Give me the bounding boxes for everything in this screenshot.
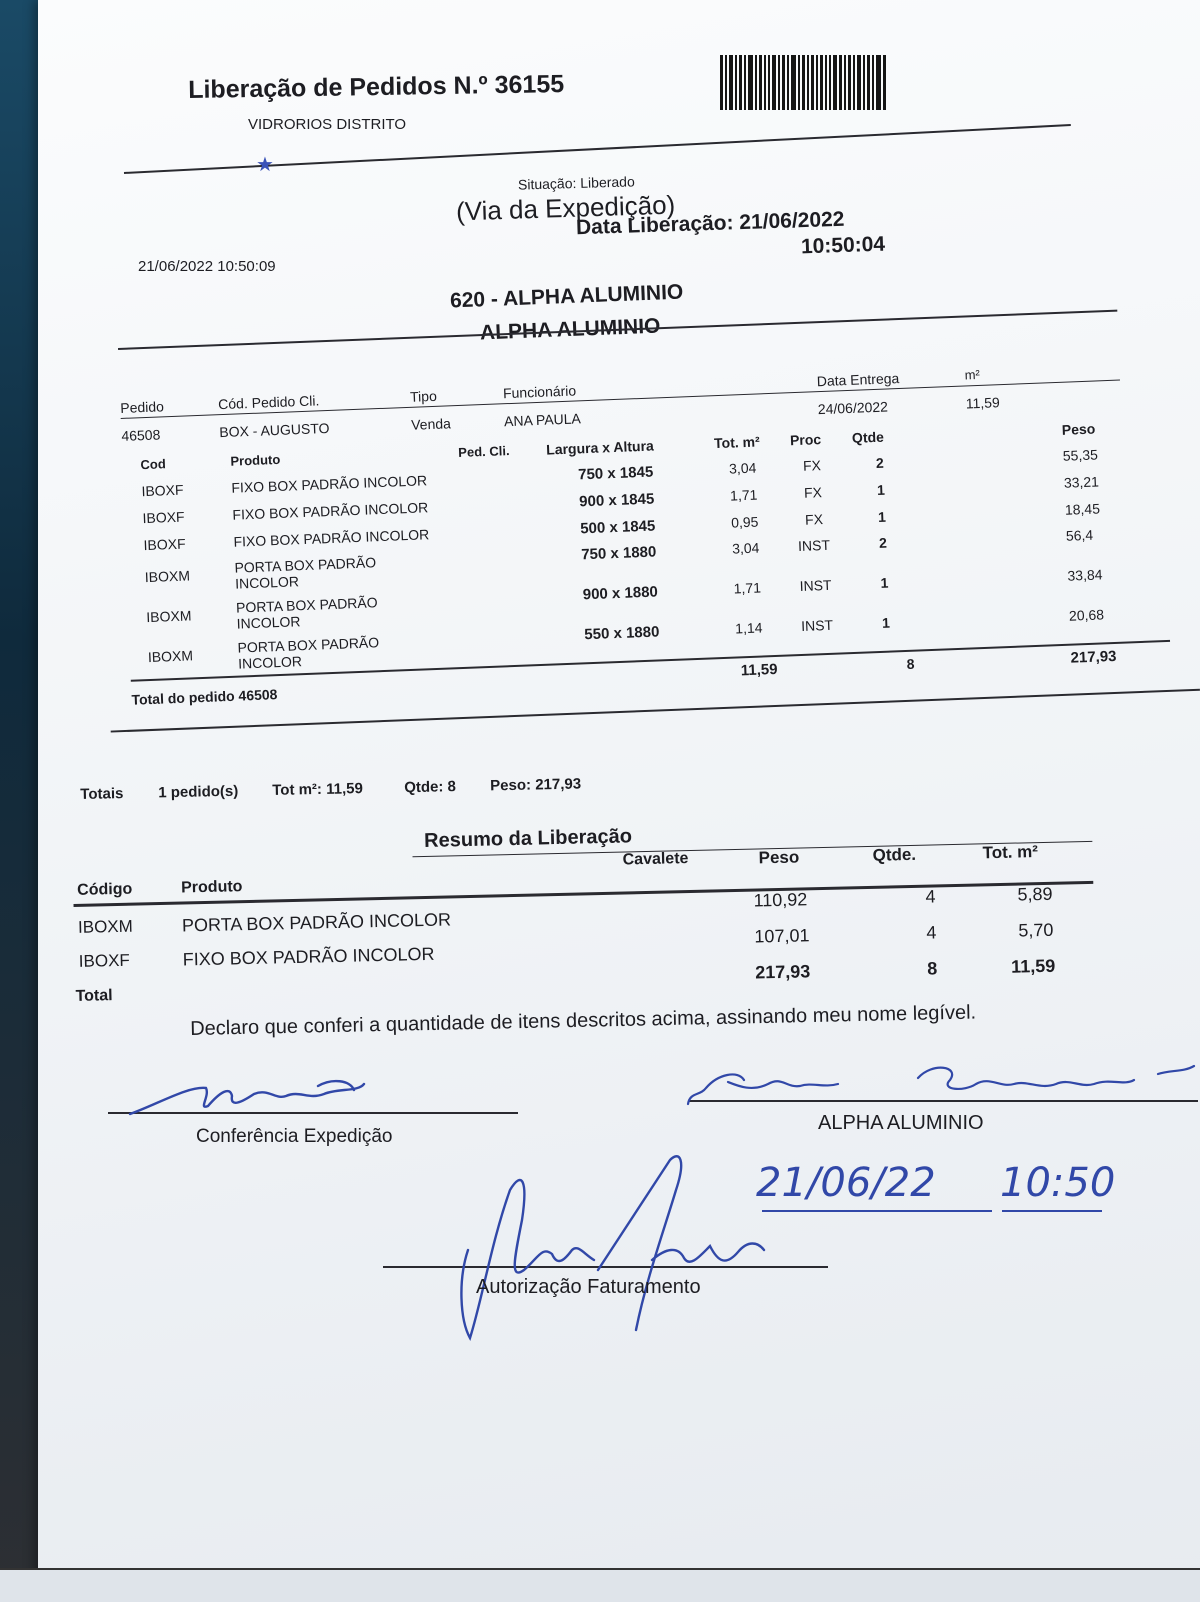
label-pedido: Pedido — [119, 398, 165, 416]
summary-row-peso: 107,01 — [754, 925, 810, 947]
item-tot-m2: 1,71 — [729, 486, 758, 504]
col-cod: Cod — [140, 456, 167, 473]
totals-pedidos: 1 pedido(s) — [158, 782, 239, 802]
item-proc: FX — [802, 457, 822, 474]
item-produto-line2: INCOLOR — [236, 613, 301, 632]
summary-row-tot-m2: 5,70 — [1018, 919, 1054, 941]
order-total-m2: 11,59 — [740, 660, 778, 680]
item-qtde: 1 — [877, 508, 887, 525]
item-peso: 56,4 — [1065, 526, 1094, 544]
item-cod: IBOXF — [142, 508, 185, 527]
summary-block — [72, 815, 1106, 1008]
summary-total-peso: 217,93 — [755, 961, 811, 983]
item-proc: FX — [803, 484, 823, 501]
item-tot-m2: 3,04 — [731, 539, 760, 557]
release-time: 10:50:04 — [800, 232, 886, 259]
item-produto: FIXO BOX PADRÃO INCOLOR — [232, 499, 429, 523]
footer-strip — [0, 1568, 1200, 1602]
summary-col-codigo: Código — [76, 880, 133, 899]
summary-col-peso: Peso — [758, 847, 800, 868]
label-tipo: Tipo — [409, 387, 438, 405]
summary-col-qtde: Qtde. — [872, 844, 917, 865]
value-data-entrega: 24/06/2022 — [817, 398, 889, 418]
totals-line — [80, 765, 781, 820]
item-cod: IBOXM — [146, 607, 192, 626]
handwritten-time: 10:50 — [1000, 1160, 1116, 1206]
item-qtde: 1 — [880, 574, 889, 591]
item-peso: 18,45 — [1064, 500, 1101, 518]
item-qtde: 1 — [876, 481, 886, 498]
copy-label: (Via da Expedição) — [455, 189, 676, 227]
summary-row-produto: FIXO BOX PADRÃO INCOLOR — [182, 943, 435, 970]
item-tot-m2: 1,14 — [734, 619, 763, 637]
value-pedido: 46508 — [121, 426, 161, 444]
summary-row-qtde: 4 — [926, 922, 937, 943]
document-title: Liberação de Pedidos N.º 36155 — [188, 70, 565, 104]
col-ped-cli: Ped. Cli. — [457, 443, 510, 461]
conferencia-label: Conferência Expedição — [196, 1126, 393, 1147]
item-proc: INST — [799, 576, 832, 595]
item-dims: 750 x 1845 — [577, 463, 654, 484]
declaration-text: Declaro que conferi a quantidade de itens descritos acima, assinando meu nome legível. — [190, 1001, 977, 1040]
client-signature — [678, 1052, 1198, 1112]
item-peso: 33,21 — [1063, 473, 1100, 491]
item-produto: FIXO BOX PADRÃO INCOLOR — [233, 526, 430, 550]
summary-row-produto: PORTA BOX PADRÃO INCOLOR — [181, 909, 452, 936]
company-name: VIDRORIOS DISTRITO — [248, 116, 407, 133]
col-produto: Produto — [230, 451, 281, 469]
item-qtde: 2 — [875, 454, 885, 471]
barcode — [720, 55, 886, 110]
handwritten-date-underline — [762, 1210, 992, 1212]
star-mark-icon: ★ — [256, 154, 274, 176]
release-date: Data Liberação: 21/06/2022 — [575, 207, 845, 240]
totals-label: Totais — [80, 785, 124, 803]
value-cod-pedido-cli: BOX - AUGUSTO — [218, 419, 330, 441]
item-produto-line2: INCOLOR — [234, 573, 300, 592]
item-cod: IBOXF — [141, 481, 184, 500]
totals-peso: Peso: 217,93 — [490, 775, 582, 795]
summary-col-produto: Produto — [180, 878, 243, 897]
label-data-entrega: Data Entrega — [816, 370, 900, 390]
summary-col-tot-m2: Tot. m² — [982, 842, 1039, 863]
item-peso: 33,84 — [1067, 566, 1103, 584]
item-tot-m2: 0,95 — [730, 513, 759, 531]
summary-row-qtde: 4 — [925, 886, 936, 907]
value-funcionario: ANA PAULA — [503, 410, 582, 430]
item-proc: INST — [797, 536, 831, 555]
autorizacao-label: Autorização Faturamento — [476, 1276, 701, 1298]
client-label: ALPHA ALUMINIO — [818, 1112, 984, 1134]
handwritten-date: 21/06/22 — [756, 1160, 936, 1206]
order-total-label: Total do pedido 46508 — [131, 686, 278, 708]
value-m2: 11,59 — [965, 394, 1001, 412]
summary-row-tot-m2: 5,89 — [1017, 883, 1053, 905]
item-produto: PORTA BOX PADRÃO — [234, 554, 377, 576]
label-funcionario: Funcionário — [502, 382, 577, 402]
document-page — [38, 0, 1200, 1600]
printed-timestamp: 21/06/2022 10:50:09 — [138, 258, 276, 275]
col-peso: Peso — [1061, 420, 1096, 438]
summary-col-cavalete: Cavalete — [622, 850, 689, 869]
col-proc: Proc — [789, 431, 822, 449]
label-m2: m² — [964, 366, 981, 383]
item-qtde: 1 — [881, 614, 891, 631]
item-proc: INST — [800, 616, 834, 634]
item-qtde: 2 — [878, 534, 888, 551]
item-proc: FX — [804, 511, 824, 528]
summary-title: Resumo da Liberação — [423, 825, 633, 853]
col-qtde: Qtde — [851, 428, 885, 446]
summary-total-label: Total — [75, 987, 113, 1005]
handwritten-time-underline — [1002, 1210, 1102, 1212]
item-produto: PORTA BOX PADRÃO — [235, 594, 378, 616]
conferencia-signature — [118, 1066, 418, 1126]
label-cod-pedido-cli: Cód. Pedido Cli. — [217, 392, 320, 413]
item-tot-m2: 3,04 — [728, 459, 757, 477]
summary-row-peso: 110,92 — [753, 889, 808, 911]
item-peso: 20,68 — [1068, 606, 1105, 624]
item-peso: 55,35 — [1062, 446, 1099, 464]
item-cod: IBOXM — [144, 567, 191, 586]
item-dims: 500 x 1845 — [579, 517, 656, 538]
client-line-1: 620 - ALPHA ALUMINIO — [449, 280, 684, 313]
item-dims: 750 x 1880 — [580, 543, 657, 564]
order-total-qtde: 8 — [906, 655, 915, 672]
totals-m2: Tot m²: 11,59 — [272, 780, 364, 799]
totals-qtde: Qtde: 8 — [404, 778, 457, 797]
summary-row-codigo: IBOXF — [78, 950, 131, 971]
order-total-peso: 217,93 — [1070, 647, 1117, 667]
client-line-2: ALPHA ALUMINIO — [479, 314, 661, 345]
item-produto-line2: INCOLOR — [237, 653, 303, 672]
item-tot-m2: 1,71 — [733, 579, 762, 597]
col-tot-m2: Tot. m² — [713, 433, 760, 452]
col-dims: Largura x Altura — [545, 437, 655, 458]
status-label: Situação: Liberado — [517, 173, 635, 193]
item-cod: IBOXF — [143, 535, 186, 554]
item-cod: IBOXM — [147, 647, 194, 666]
item-produto: PORTA BOX PADRÃO — [237, 634, 380, 656]
autorizacao-signature — [448, 1150, 778, 1350]
item-dims: 900 x 1845 — [578, 490, 655, 511]
value-tipo: Venda — [410, 415, 452, 433]
summary-total-qtde: 8 — [926, 958, 938, 979]
summary-total-tot-m2: 11,59 — [1010, 955, 1056, 977]
item-produto: FIXO BOX PADRÃO INCOLOR — [231, 472, 428, 496]
summary-row-codigo: IBOXM — [77, 916, 134, 937]
item-dims: 900 x 1880 — [582, 583, 659, 604]
order-block — [118, 307, 1200, 738]
item-dims: 550 x 1880 — [584, 623, 660, 644]
